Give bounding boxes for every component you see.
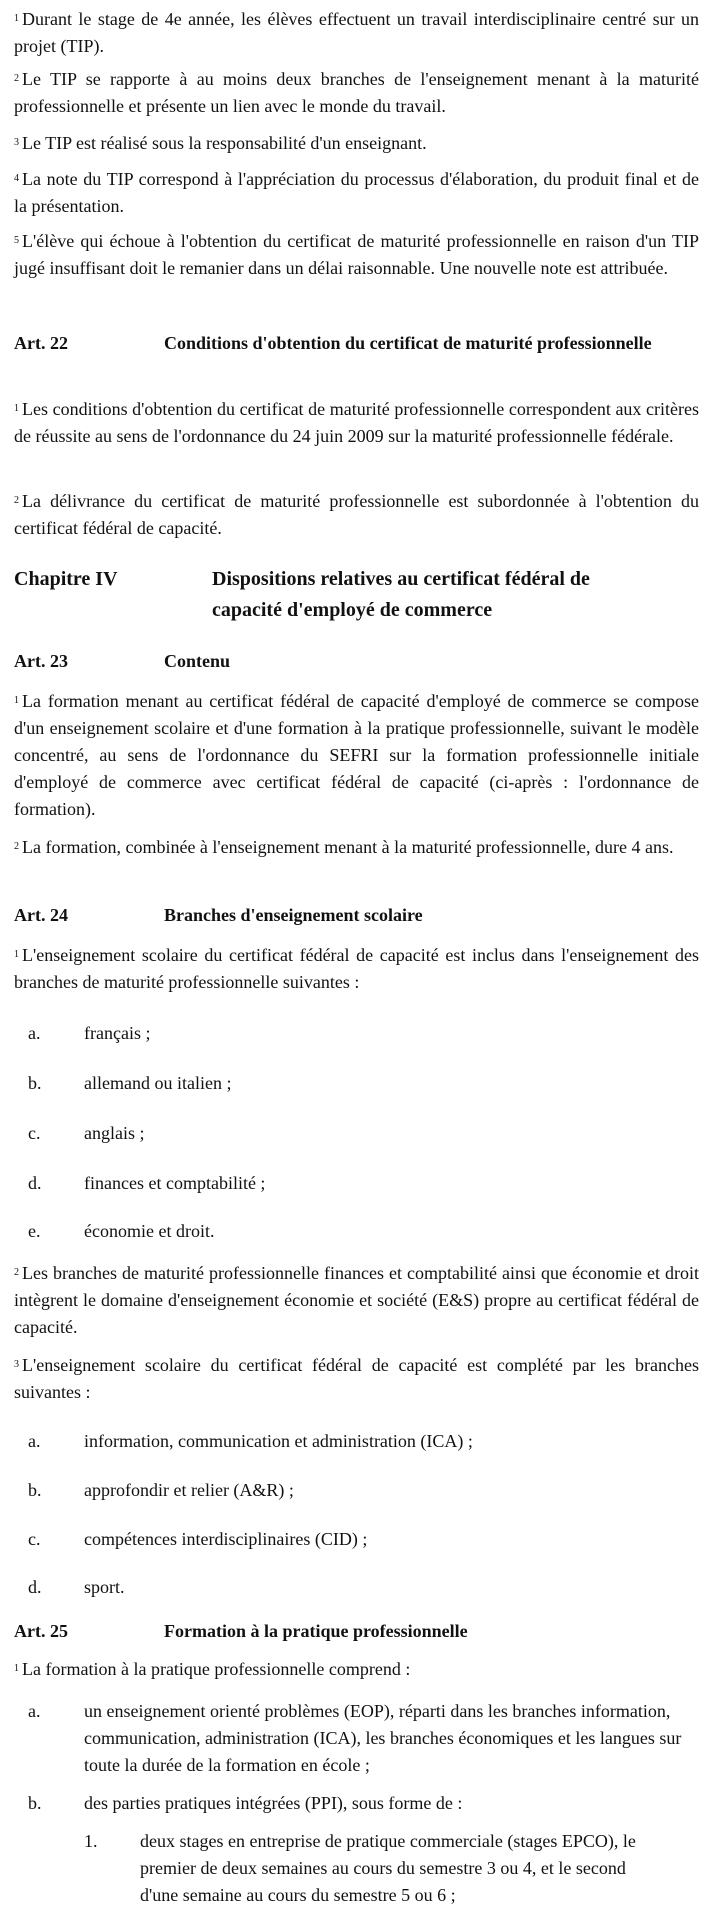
list-marker: b. [28,1793,42,1813]
paragraph-text: La formation menant au certificat fédéral de capacité d'employé de commerce se compose d'un enseignement scolaire et d'une formation à la pratique professionnelle, suivant le modèle concentré, au sens de l'ordonnance du SEFRI sur la formation professionnelle initiale d'employé de commerce avec certificat fédéral de capacité (ci-après : l'ordonnance de formation). [14,691,699,819]
paragraph-art24-3 [14,1352,699,1406]
paragraph-text: Le TIP est réalisé sous la responsabilité d'un enseignant. [22,133,427,153]
list-text: sport. [84,1577,125,1597]
list-item [14,1526,699,1554]
sub-list-item [14,1828,699,1912]
paragraph-number: 5 [14,235,19,246]
paragraph-number: 2 [14,841,19,852]
paragraph-art22-1 [14,396,699,450]
article-number: Art. 24 [14,905,68,925]
list-item [14,1698,699,1782]
paragraph-text: Durant le stage de 4e année, les élèves effectuent un travail interdisciplinaire centré sur un projet (TIP). [14,9,699,56]
list-marker: b. [28,1073,42,1093]
paragraph-art23-1 [14,688,699,823]
paragraph-number: 4 [14,173,19,184]
list-text: information, communication et administration (ICA) ; [84,1431,473,1451]
list-item [14,1574,699,1602]
article-title: Contenu [164,651,231,671]
article-title: Formation à la pratique professionnelle [164,1621,468,1641]
paragraph-text: L'enseignement scolaire du certificat fédéral de capacité est inclus dans l'enseignement des branches de maturité professionnelle suivantes : [14,945,699,992]
article-24-heading [14,902,699,932]
paragraph-number: 2 [14,495,19,506]
list-item [14,1428,699,1456]
list-text: compétences interdisciplinaires (CID) ; [84,1529,368,1549]
list-text: approfondir et relier (A&R) ; [84,1480,294,1500]
list-item [14,1170,699,1198]
list-item [14,1477,699,1505]
article-number: Art. 23 [14,651,68,671]
list-item [14,1218,699,1246]
list-marker: c. [28,1529,41,1549]
paragraph-text: L'élève qui échoue à l'obtention du certificat de maturité professionnelle en raison d'un TIP jugé insuffisant doit le remanier dans un délai raisonnable. Une nouvelle note est attribuée. [14,231,699,278]
paragraph-text: La formation à la pratique professionnelle comprend : [22,1659,411,1679]
paragraph-text: L'enseignement scolaire du certificat fédéral de capacité est complété par les branches suivantes : [14,1355,699,1402]
article-22-heading [14,330,699,390]
list-marker: d. [28,1577,42,1597]
paragraph-number: 1 [14,1663,19,1674]
list-marker: c. [28,1123,41,1143]
paragraph-tip-1 [14,6,699,60]
paragraph-text: Les conditions d'obtention du certificat de maturité professionnelle correspondent aux critères de réussite au sens de l'ordonnance du 24 juin 2009 sur la maturité professionnelle fédérale. [14,399,699,446]
paragraph-tip-3 [14,130,699,157]
list-text: allemand ou italien ; [84,1073,232,1093]
paragraph-text: La formation, combinée à l'enseignement menant à la maturité professionnelle, dure 4 ans. [22,837,674,857]
list-text: français ; [84,1023,151,1043]
paragraph-art22-2 [14,488,699,542]
list-item [14,1790,699,1818]
paragraph-text: La note du TIP correspond à l'appréciation du processus d'élaboration, du produit final et de la présentation. [14,169,699,216]
paragraph-text: Le TIP se rapporte à au moins deux branches de l'enseignement menant à la maturité professionnelle et présente un lien avec le monde du travail. [14,69,699,116]
list-marker: e. [28,1221,41,1241]
chapter-title: Dispositions relatives au certificat fédéral de capacité d'employé de commerce [212,568,590,621]
list-marker: b. [28,1480,42,1500]
list-marker: a. [28,1023,41,1043]
article-23-heading [14,648,699,678]
article-number: Art. 25 [14,1621,68,1641]
list-text: des parties pratiques intégrées (PPI), sous forme de : [84,1793,463,1813]
article-title: Branches d'enseignement scolaire [164,905,423,925]
list-marker: a. [28,1701,41,1721]
paragraph-number: 2 [14,1267,19,1278]
paragraph-tip-2 [14,66,699,120]
chapter-4-heading [14,564,699,628]
list-text: économie et droit. [84,1221,215,1241]
list-marker: a. [28,1431,41,1451]
paragraph-text: La délivrance du certificat de maturité professionnelle est subordonnée à l'obtention du certificat fédéral de capacité. [14,491,699,538]
article-number: Art. 22 [14,333,68,353]
paragraph-tip-5 [14,228,699,282]
paragraph-number: 1 [14,13,19,24]
paragraph-number: 3 [14,1359,19,1370]
list-item [14,1020,699,1048]
paragraph-art25-1 [14,1656,699,1683]
list-text: un enseignement orienté problèmes (EOP), réparti dans les branches information, communication, administration (ICA), les branches économiques et les langues sur toute la durée de la formation en école ; [84,1701,682,1775]
list-text: anglais ; [84,1123,145,1143]
paragraph-art24-2 [14,1260,699,1341]
paragraph-tip-4 [14,166,699,220]
article-25-heading [14,1618,699,1648]
paragraph-art23-2 [14,834,699,861]
sub-list-text: deux stages en entreprise de pratique commerciale (stages EPCO), le premier de deux semaines au cours du semestre 3 ou 4, et le second d'une semaine au cours du semestre 5 ou 6 ; [140,1831,636,1905]
paragraph-number: 1 [14,695,19,706]
paragraph-number: 3 [14,137,19,148]
list-item [14,1070,699,1098]
list-marker: d. [28,1173,42,1193]
list-text: finances et comptabilité ; [84,1173,266,1193]
paragraph-number: 1 [14,403,19,414]
sub-list-marker: 1. [84,1831,98,1851]
paragraph-number: 1 [14,949,19,960]
article-title: Conditions d'obtention du certificat de maturité professionnelle [164,333,652,353]
list-item [14,1120,699,1148]
paragraph-text: Les branches de maturité professionnelle finances et comptabilité ainsi que économie et droit intègrent le domaine d'enseignement économie et société (E&S) propre au certificat fédéral de capacité. [14,1263,699,1337]
chapter-number: Chapitre IV [14,568,118,590]
paragraph-art24-1 [14,942,699,996]
paragraph-number: 2 [14,73,19,84]
